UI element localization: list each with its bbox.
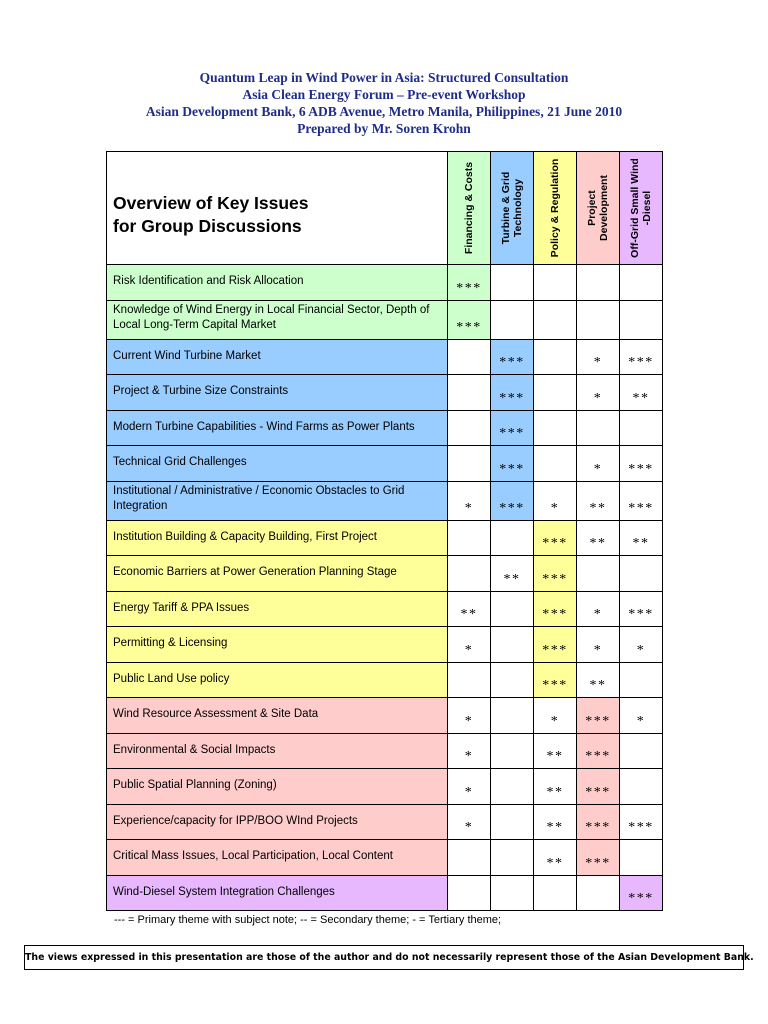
- rating-cell-fin: *: [448, 698, 491, 734]
- rating-cell-pro: [577, 875, 620, 911]
- rating-cell-tur: [491, 804, 534, 840]
- issues-table-body: [107, 265, 663, 911]
- rating-cell-tur: [491, 591, 534, 627]
- rating-cell-pro: ***: [577, 769, 620, 805]
- rating-cell-tur: [491, 733, 534, 769]
- table-header-row: [107, 152, 663, 265]
- rating-cell-pro: **: [577, 481, 620, 520]
- table-row: [107, 698, 663, 734]
- rating-cell-pro: [577, 556, 620, 592]
- issue-label: Institutional / Administrative / Economic Obstacles to Grid Integration: [107, 481, 448, 520]
- table-row: [107, 520, 663, 556]
- rating-cell-tur: **: [491, 556, 534, 592]
- rating-cell-pol: [534, 410, 577, 446]
- rating-cell-off: [620, 840, 663, 876]
- rating-cell-pro: *: [577, 591, 620, 627]
- rating-cell-pro: *: [577, 375, 620, 411]
- rating-cell-pol: *: [534, 698, 577, 734]
- column-header-financing: [448, 152, 491, 265]
- header-event: Asia Clean Energy Forum – Pre-event Workshop: [242, 87, 526, 102]
- rating-cell-pol: [534, 375, 577, 411]
- rating-cell-tur: ***: [491, 375, 534, 411]
- header-title: Quantum Leap in Wind Power in Asia: Structured Consultation: [199, 70, 569, 85]
- rating-cell-off: [620, 733, 663, 769]
- table-row: [107, 733, 663, 769]
- rating-cell-fin: *: [448, 769, 491, 805]
- rating-cell-off: [620, 769, 663, 805]
- rating-cell-pro: *: [577, 627, 620, 663]
- rating-cell-off: [620, 662, 663, 698]
- table-row: [107, 481, 663, 520]
- column-header-policy: [534, 152, 577, 265]
- rating-cell-pol: [534, 875, 577, 911]
- issue-label: Permitting & Licensing: [107, 627, 448, 663]
- rating-cell-pol: [534, 300, 577, 339]
- issue-label: Economic Barriers at Power Generation Planning Stage: [107, 556, 448, 592]
- table-row: [107, 627, 663, 663]
- rating-cell-pro: ***: [577, 804, 620, 840]
- rating-cell-off: *: [620, 698, 663, 734]
- rating-cell-pol: ***: [534, 556, 577, 592]
- rating-cell-pro: **: [577, 520, 620, 556]
- table-row: [107, 875, 663, 911]
- rating-cell-tur: [491, 840, 534, 876]
- rating-cell-pol: [534, 446, 577, 482]
- rating-cell-off: ***: [620, 481, 663, 520]
- rating-cell-fin: [448, 875, 491, 911]
- rating-cell-pol: **: [534, 769, 577, 805]
- table-row: [107, 410, 663, 446]
- disclaimer-box: The views expressed in this presentation are those of the author and do not necessarily represent those of the Asian Development Bank.: [24, 945, 744, 970]
- rating-cell-fin: [448, 662, 491, 698]
- rating-cell-pol: **: [534, 804, 577, 840]
- rating-cell-pro: ***: [577, 733, 620, 769]
- issue-label: Technical Grid Challenges: [107, 446, 448, 482]
- rating-cell-off: ***: [620, 339, 663, 375]
- table-title-cell: [107, 152, 448, 265]
- rating-cell-pol: ***: [534, 662, 577, 698]
- rating-cell-fin: [448, 520, 491, 556]
- header-venue: Asian Development Bank, 6 ADB Avenue, Metro Manila, Philippines, 21 June 2010: [145, 104, 623, 119]
- table-row: [107, 769, 663, 805]
- column-label: Turbine & Grid Technology: [500, 171, 524, 245]
- issue-label: Experience/capacity for IPP/BOO WInd Projects: [107, 804, 448, 840]
- table-row: [107, 300, 663, 339]
- issue-label: Wind-Diesel System Integration Challenges: [107, 875, 448, 911]
- rating-cell-fin: [448, 840, 491, 876]
- rating-cell-pol: *: [534, 481, 577, 520]
- issue-label: Environmental & Social Impacts: [107, 733, 448, 769]
- table-row: [107, 804, 663, 840]
- table-row: [107, 591, 663, 627]
- issue-label: Knowledge of Wind Energy in Local Financial Sector, Depth of Local Long-Term Capital Market: [107, 300, 448, 339]
- rating-cell-fin: *: [448, 804, 491, 840]
- rating-cell-off: [620, 410, 663, 446]
- table-title-line2: for Group Discussions: [113, 216, 302, 236]
- rating-cell-tur: ***: [491, 339, 534, 375]
- document-header: [0, 69, 768, 137]
- issue-label: Institution Building & Capacity Building, First Project: [107, 520, 448, 556]
- rating-cell-tur: [491, 698, 534, 734]
- table-row: [107, 556, 663, 592]
- rating-cell-fin: *: [448, 627, 491, 663]
- rating-cell-off: [620, 556, 663, 592]
- rating-cell-fin: [448, 339, 491, 375]
- rating-cell-fin: [448, 556, 491, 592]
- rating-cell-fin: [448, 446, 491, 482]
- rating-cell-fin: ***: [448, 265, 491, 301]
- table-row: [107, 375, 663, 411]
- header-author: Prepared by Mr. Soren Krohn: [297, 121, 471, 136]
- rating-cell-pol: **: [534, 733, 577, 769]
- rating-cell-pro: [577, 410, 620, 446]
- issue-label: Risk Identification and Risk Allocation: [107, 265, 448, 301]
- rating-cell-tur: [491, 300, 534, 339]
- issue-label: Energy Tariff & PPA Issues: [107, 591, 448, 627]
- issue-label: Wind Resource Assessment & Site Data: [107, 698, 448, 734]
- rating-cell-pol: ***: [534, 520, 577, 556]
- rating-cell-fin: *: [448, 481, 491, 520]
- table-row: [107, 265, 663, 301]
- rating-cell-tur: [491, 627, 534, 663]
- rating-cell-off: ***: [620, 804, 663, 840]
- rating-cell-pol: [534, 265, 577, 301]
- rating-cell-fin: [448, 375, 491, 411]
- issues-table: [106, 151, 663, 911]
- column-label: Policy & Regulation: [549, 158, 561, 258]
- rating-cell-tur: ***: [491, 446, 534, 482]
- rating-cell-off: ***: [620, 875, 663, 911]
- table-row: [107, 840, 663, 876]
- rating-cell-off: *: [620, 627, 663, 663]
- rating-cell-off: [620, 300, 663, 339]
- column-header-offgrid: [620, 152, 663, 265]
- rating-cell-tur: [491, 769, 534, 805]
- rating-cell-off: [620, 265, 663, 301]
- issue-label: Current Wind Turbine Market: [107, 339, 448, 375]
- column-header-project: [577, 152, 620, 265]
- table-row: [107, 339, 663, 375]
- issue-label: Modern Turbine Capabilities - Wind Farms as Power Plants: [107, 410, 448, 446]
- column-header-turbine: [491, 152, 534, 265]
- rating-cell-pro: **: [577, 662, 620, 698]
- rating-cell-pro: *: [577, 446, 620, 482]
- rating-cell-tur: [491, 520, 534, 556]
- issue-label: Project & Turbine Size Constraints: [107, 375, 448, 411]
- rating-cell-pol: **: [534, 840, 577, 876]
- theme-legend: --- = Primary theme with subject note; -- = Secondary theme; - = Tertiary theme;: [114, 914, 502, 926]
- rating-cell-tur: ***: [491, 410, 534, 446]
- rating-cell-tur: ***: [491, 481, 534, 520]
- issue-label: Public Land Use policy: [107, 662, 448, 698]
- rating-cell-pol: ***: [534, 627, 577, 663]
- column-label: Off-Grid Small Wind -Diesel: [629, 158, 653, 258]
- rating-cell-pro: ***: [577, 698, 620, 734]
- rating-cell-pol: [534, 339, 577, 375]
- rating-cell-off: ***: [620, 446, 663, 482]
- rating-cell-fin: **: [448, 591, 491, 627]
- table-row: [107, 446, 663, 482]
- column-label: Project Development: [586, 175, 610, 241]
- table-row: [107, 662, 663, 698]
- rating-cell-tur: [491, 662, 534, 698]
- rating-cell-fin: ***: [448, 300, 491, 339]
- rating-cell-pro: [577, 300, 620, 339]
- issue-label: Critical Mass Issues, Local Participation, Local Content: [107, 840, 448, 876]
- rating-cell-off: **: [620, 520, 663, 556]
- rating-cell-pro: [577, 265, 620, 301]
- issue-label: Public Spatial Planning (Zoning): [107, 769, 448, 805]
- rating-cell-pro: *: [577, 339, 620, 375]
- rating-cell-pro: ***: [577, 840, 620, 876]
- rating-cell-tur: [491, 875, 534, 911]
- rating-cell-pol: ***: [534, 591, 577, 627]
- column-label: Financing & Costs: [463, 161, 475, 255]
- rating-cell-off: ***: [620, 591, 663, 627]
- rating-cell-fin: *: [448, 733, 491, 769]
- table-title-line1: Overview of Key Issues: [113, 193, 309, 213]
- rating-cell-off: **: [620, 375, 663, 411]
- rating-cell-fin: [448, 410, 491, 446]
- rating-cell-tur: [491, 265, 534, 301]
